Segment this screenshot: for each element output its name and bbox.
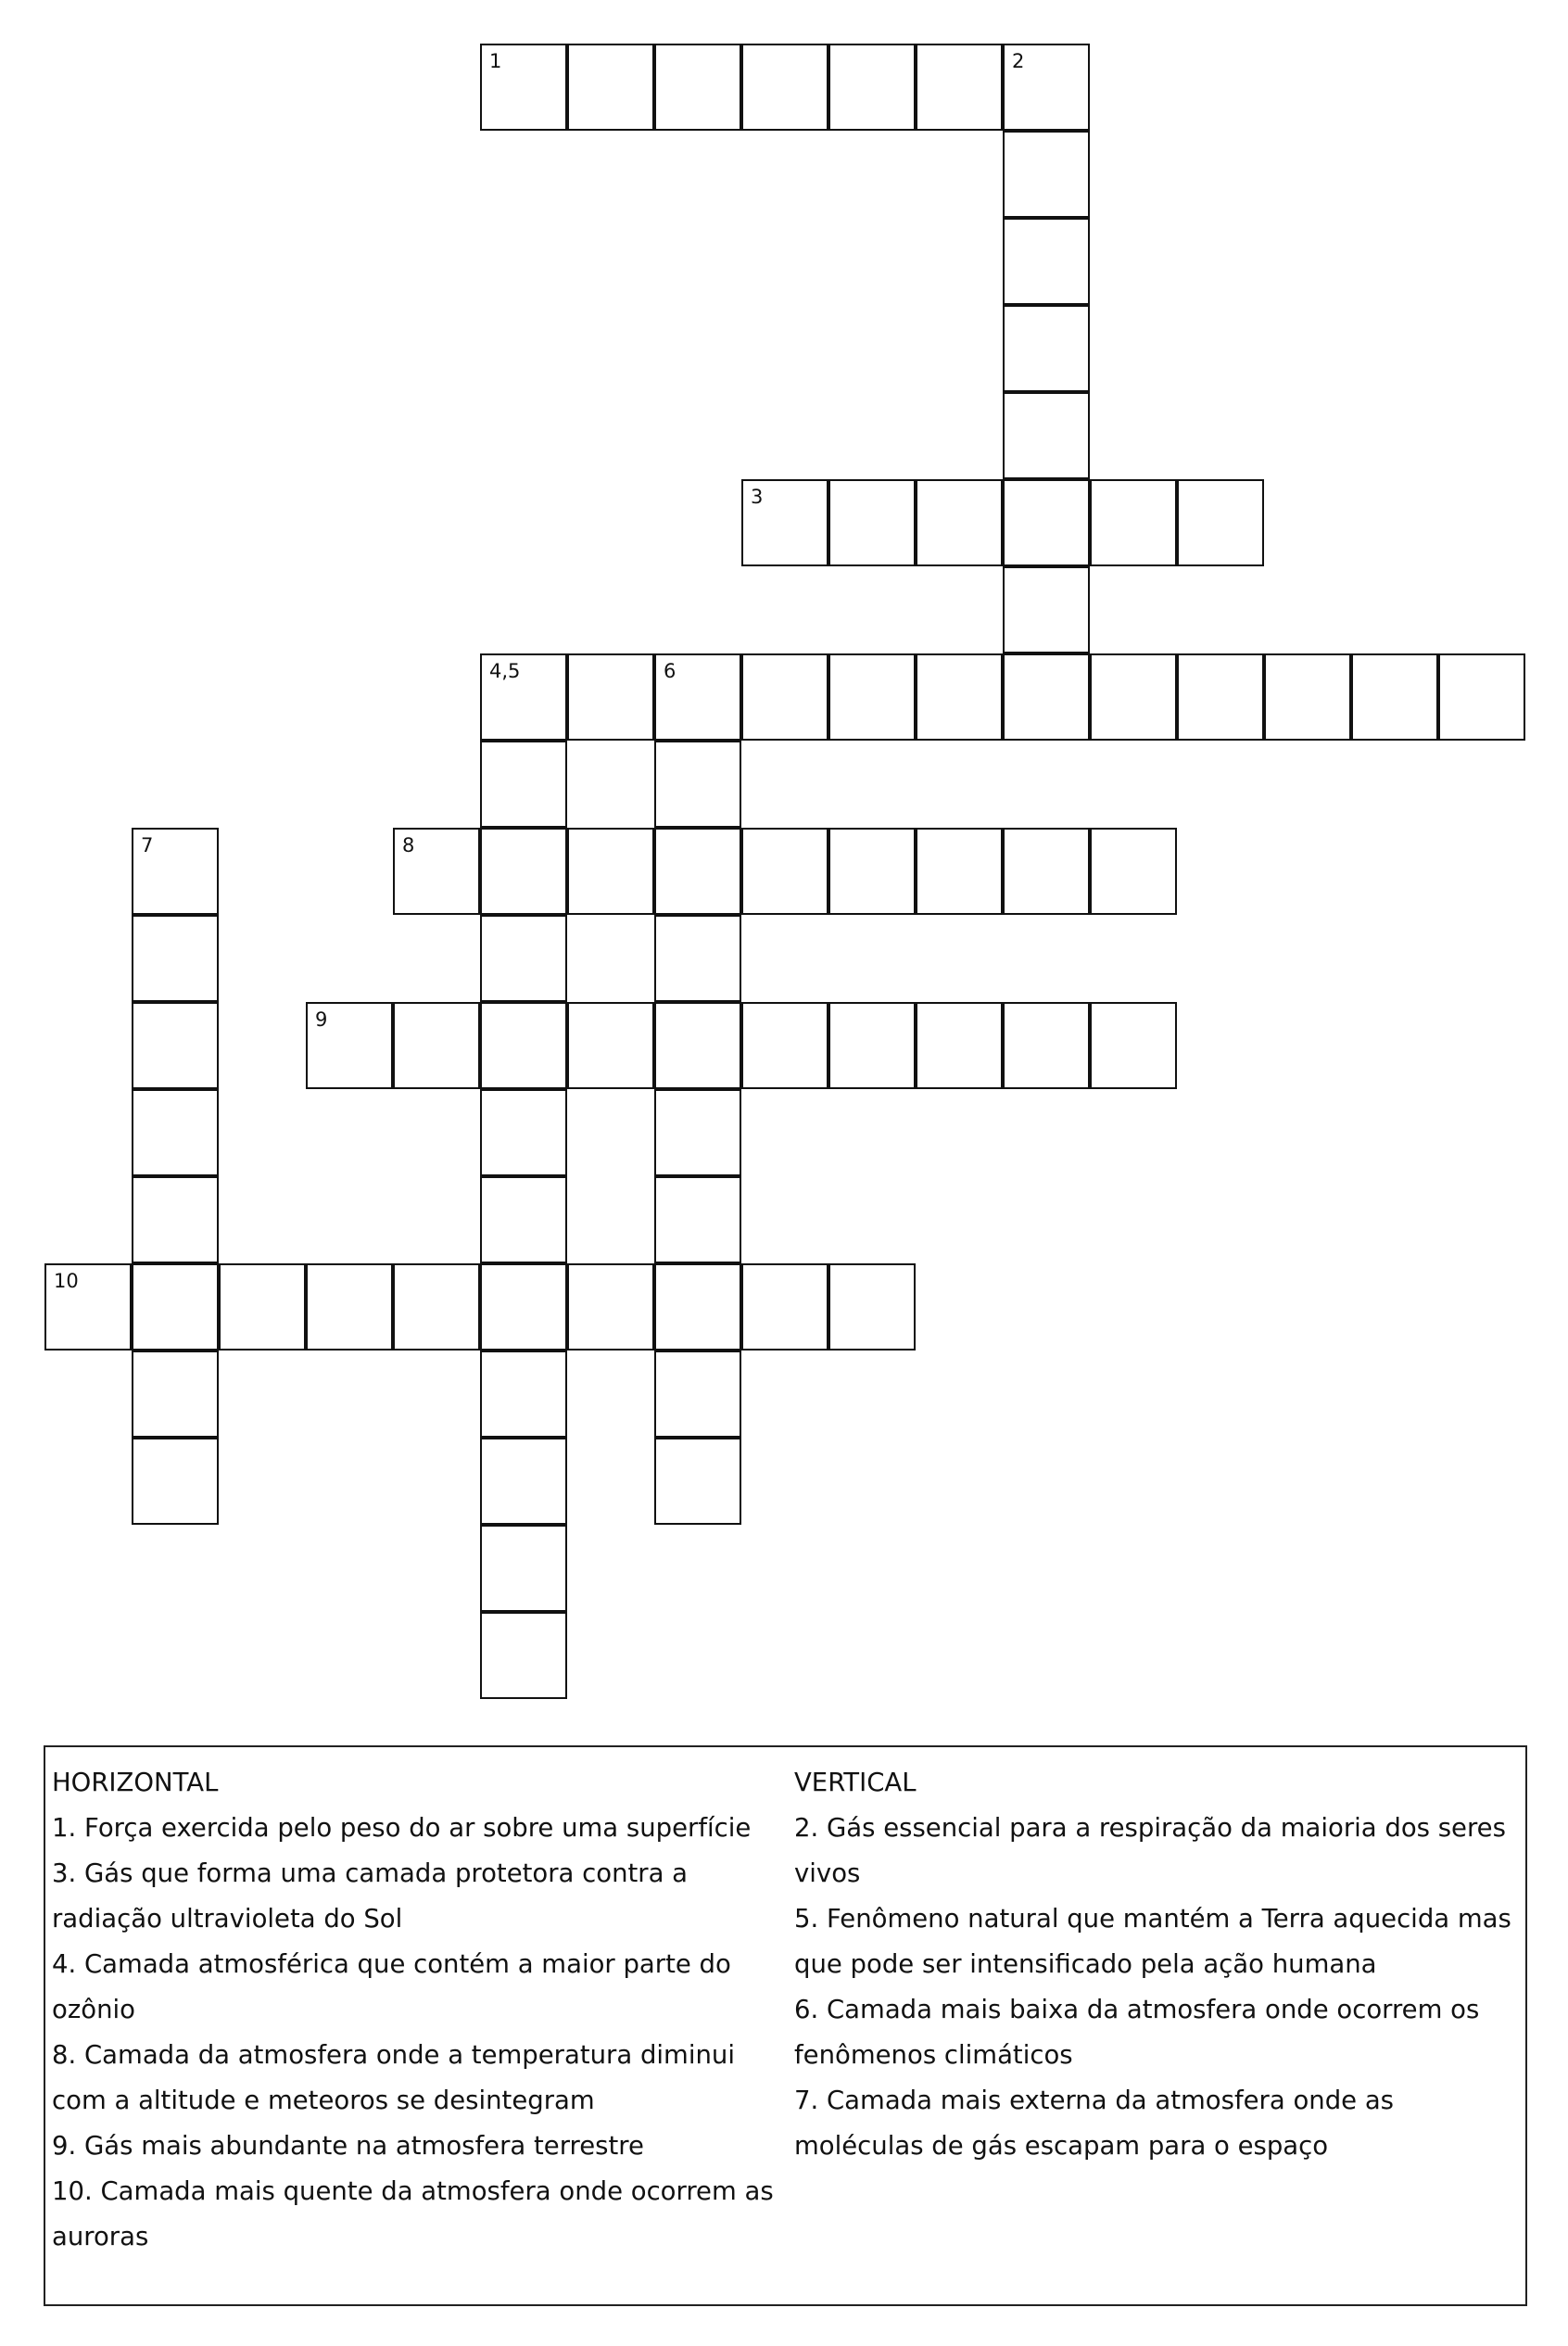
clue-number: 1 <box>489 50 502 72</box>
grid-cell[interactable] <box>654 1002 741 1089</box>
grid-cell[interactable] <box>1177 479 1264 566</box>
grid-cell[interactable] <box>916 479 1003 566</box>
grid-cell[interactable] <box>393 828 480 915</box>
grid-cell[interactable] <box>1003 44 1090 131</box>
grid-cell[interactable] <box>132 1002 219 1089</box>
clue-across-1: 1. Força exercida pelo peso do ar sobre uma superfície <box>52 1813 752 1843</box>
grid-cell[interactable] <box>480 1002 567 1089</box>
grid-cell[interactable] <box>741 44 828 131</box>
grid-cell[interactable] <box>567 44 654 131</box>
grid-cell[interactable] <box>1090 653 1177 741</box>
grid-cell[interactable] <box>480 44 567 131</box>
grid-cell[interactable] <box>916 653 1003 741</box>
clue-down-2: 2. Gás essencial para a respiração da maioria dos seres vivos <box>794 1813 1506 1888</box>
grid-cell[interactable] <box>480 741 567 828</box>
grid-cell[interactable] <box>567 828 654 915</box>
clue-down-7: 7. Camada mais externa da atmosfera onde as moléculas de gás escapam para o espaço <box>794 2086 1395 2161</box>
grid-cell[interactable] <box>828 653 916 741</box>
grid-cell[interactable] <box>132 1263 219 1351</box>
clue-down-5: 5. Fenômeno natural que mantém a Terra aquecida mas que pode ser intensificado pela ação humana <box>794 1904 1511 1979</box>
grid-cell[interactable] <box>1177 653 1264 741</box>
grid-cell[interactable] <box>1003 653 1090 741</box>
grid-cell[interactable] <box>480 1089 567 1176</box>
grid-cell[interactable] <box>132 828 219 915</box>
grid-cell[interactable] <box>567 1002 654 1089</box>
grid-cell[interactable] <box>654 915 741 1002</box>
grid-cell[interactable] <box>1090 1002 1177 1089</box>
grid-cell[interactable] <box>654 1263 741 1351</box>
grid-cell[interactable] <box>828 44 916 131</box>
clue-number: 4,5 <box>489 660 521 682</box>
grid-cell[interactable] <box>1264 653 1351 741</box>
grid-cell[interactable] <box>480 1612 567 1699</box>
grid-cell[interactable] <box>480 1263 567 1351</box>
grid-cell[interactable] <box>132 1089 219 1176</box>
clue-across-3: 3. Gás que forma uma camada protetora contra a radiação ultravioleta do Sol <box>52 1858 689 1934</box>
grid-cell[interactable] <box>828 1002 916 1089</box>
clue-number: 8 <box>402 834 415 856</box>
grid-cell[interactable] <box>916 828 1003 915</box>
grid-cell[interactable] <box>741 653 828 741</box>
clue-number: 7 <box>141 834 154 856</box>
clue-number: 10 <box>54 1270 79 1292</box>
grid-cell[interactable] <box>741 828 828 915</box>
grid-cell[interactable] <box>1438 653 1525 741</box>
grid-cell[interactable] <box>654 741 741 828</box>
clue-across-9: 9. Gás mais abundante na atmosfera terrestre <box>52 2131 644 2161</box>
grid-cell[interactable] <box>654 653 741 741</box>
clue-number: 2 <box>1012 50 1025 72</box>
vertical-clues <box>794 1760 1523 2169</box>
grid-cell[interactable] <box>1003 131 1090 218</box>
grid-cell[interactable] <box>1003 1002 1090 1089</box>
horizontal-heading: HORIZONTAL <box>52 1768 219 1797</box>
grid-cell[interactable] <box>480 1351 567 1438</box>
grid-cell[interactable] <box>567 653 654 741</box>
grid-cell[interactable] <box>44 1263 132 1351</box>
grid-cell[interactable] <box>480 1176 567 1263</box>
grid-cell[interactable] <box>654 1089 741 1176</box>
grid-cell[interactable] <box>916 44 1003 131</box>
grid-cell[interactable] <box>916 1002 1003 1089</box>
grid-cell[interactable] <box>219 1263 306 1351</box>
grid-cell[interactable] <box>654 44 741 131</box>
grid-cell[interactable] <box>393 1002 480 1089</box>
grid-cell[interactable] <box>1090 479 1177 566</box>
grid-cell[interactable] <box>828 479 916 566</box>
clue-across-4: 4. Camada atmosférica que contém a maior parte do ozônio <box>52 1949 731 2024</box>
clue-across-10: 10. Camada mais quente da atmosfera onde ocorrem as auroras <box>52 2176 774 2251</box>
clues-box <box>44 1745 1527 2306</box>
grid-cell[interactable] <box>654 828 741 915</box>
grid-cell[interactable] <box>741 479 828 566</box>
grid-cell[interactable] <box>1351 653 1438 741</box>
grid-cell[interactable] <box>1090 828 1177 915</box>
grid-cell[interactable] <box>828 828 916 915</box>
clue-down-6: 6. Camada mais baixa da atmosfera onde ocorrem os fenômenos climáticos <box>794 1995 1480 2070</box>
grid-cell[interactable] <box>132 915 219 1002</box>
grid-cell[interactable] <box>1003 828 1090 915</box>
grid-cell[interactable] <box>1003 479 1090 566</box>
grid-cell[interactable] <box>480 653 567 741</box>
grid-cell[interactable] <box>654 1438 741 1525</box>
clue-number: 3 <box>751 486 764 508</box>
grid-cell[interactable] <box>480 1525 567 1612</box>
grid-cell[interactable] <box>132 1438 219 1525</box>
grid-cell[interactable] <box>480 915 567 1002</box>
grid-cell[interactable] <box>306 1263 393 1351</box>
clue-number: 9 <box>315 1008 328 1031</box>
grid-cell[interactable] <box>1003 305 1090 392</box>
grid-cell[interactable] <box>654 1176 741 1263</box>
grid-cell[interactable] <box>741 1263 828 1351</box>
grid-cell[interactable] <box>1003 566 1090 653</box>
vertical-heading: VERTICAL <box>794 1768 917 1797</box>
grid-cell[interactable] <box>1003 218 1090 305</box>
grid-cell[interactable] <box>393 1263 480 1351</box>
clue-across-8: 8. Camada da atmosfera onde a temperatura diminui com a altitude e meteoros se desintegram <box>52 2040 735 2115</box>
grid-cell[interactable] <box>480 828 567 915</box>
horizontal-clues <box>52 1760 784 2260</box>
grid-cell[interactable] <box>480 1438 567 1525</box>
grid-cell[interactable] <box>654 1351 741 1438</box>
grid-cell[interactable] <box>132 1351 219 1438</box>
grid-cell[interactable] <box>1003 392 1090 479</box>
grid-cell[interactable] <box>132 1176 219 1263</box>
grid-cell[interactable] <box>828 1263 916 1351</box>
clue-number: 6 <box>664 660 677 682</box>
grid-cell[interactable] <box>306 1002 393 1089</box>
grid-cell[interactable] <box>741 1002 828 1089</box>
grid-cell[interactable] <box>567 1263 654 1351</box>
